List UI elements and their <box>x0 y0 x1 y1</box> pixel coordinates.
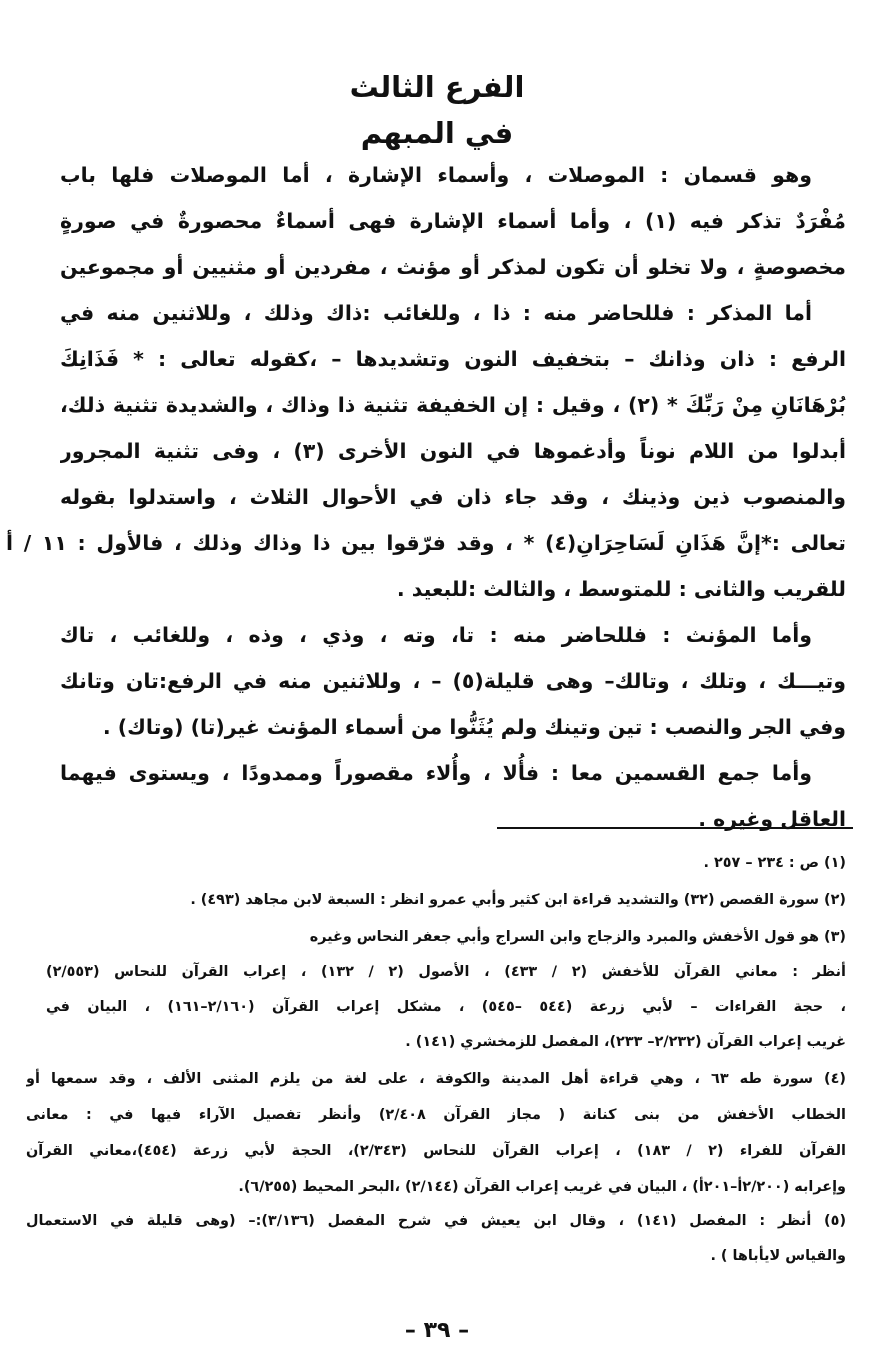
body-line: مُفْرَدٌ تذكر فيه (١) ، وأما أسماء الإشارة فهى أسماءٌ محصورةٌ في صورةٍ <box>60 209 846 233</box>
body-line: وهو قسمان : الموصلات ، وأسماء الإشارة ، أما الموصلات فلها باب <box>60 163 812 187</box>
body-line: العاقل وغيره . <box>698 807 846 831</box>
body-line: وأما جمع القسمين معا : فأُلا ، وأُلاء مقصوراً وممدودًا ، ويستوى فيهما <box>60 761 812 785</box>
footnote-line: والقياس لايأباها ) . <box>710 1248 846 1264</box>
footnote-separator <box>497 827 853 829</box>
body-line: أبدلوا من اللام نوناً وأدغموها في النون الأخرى (٣) ، وفى تثنية المجرور <box>60 439 846 463</box>
footnote-line: (٥) أنظر : المفصل (١٤١) ، وقال ابن يعيش في شرح المفصل (٣/١٣٦):– (وهى قليلة في الاستعمال <box>26 1213 846 1229</box>
footnote-line: (٤) سورة طه ٦٣ ، وهي قراءة أهل المدينة والكوفة ، على لغة من يلزم المثنى الألف ، وقد سمعها أو <box>26 1071 846 1087</box>
footnote-line: القرآن للفراء (٢ / ١٨٣) ، إعراب القرآن للنحاس (٢/٣٤٣)، الحجة لأبي زرعة (٤٥٤)،معاني القرآن <box>26 1143 846 1159</box>
footnote-line: وإعرابه (٢/٢٠٠أ–٢٠١أ) ، البيان في غريب إعراب القرآن (٢/١٤٤) ،البحر المحيط (٦/٢٥٥). <box>238 1179 846 1195</box>
footnote-line: (٣) هو قول الأخفش والمبرد والزجاج وابن السراج وأبي جعفر النحاس وغيره <box>309 929 846 945</box>
footnote-line: الخطاب الأخفش من بنى كنانة ( مجاز القرآن ٢/٤٠٨) وأنظر تفصيل الآراء فيها في : معانى <box>26 1107 846 1123</box>
body-line: للقريب والثانى : للمتوسط ، والثالث :للبعيد . <box>396 577 846 601</box>
body-line: تعالى :*إنَّ هَذَانِ لَسَاحِرَانِ(٤) * ، وقد فرّقوا بين ذا وذاك وذلك ، فالأول : ١١ / أ <box>6 531 846 555</box>
body-line: وتيـــك ، وتلك ، وتالك– وهى قليلة(٥) – ، وللاثنين منه في الرفع:تان وتانك <box>60 669 846 693</box>
footnote-line: (١) ص : ٢٣٤ – ٢٥٧ . <box>703 855 846 871</box>
section-subtitle: في المبهم <box>360 116 514 150</box>
page-number: – ٣٩ – <box>404 1318 470 1343</box>
section-title: الفرع الثالث <box>349 70 525 104</box>
body-line: وأما المؤنث : فللحاضر منه : تا، وته ، وذي ، وذه ، وللغائب ، تاك <box>60 623 812 647</box>
footnote-line: (٢) سورة القصص (٣٢) والتشديد قراءة ابن كثير وأبي عمرو انظر : السبعة لابن مجاهد (٤٩٣) . <box>190 892 846 908</box>
body-line: أما المذكر : فللحاضر منه : ذا ، وللغائب :ذاك وذلك ، وللاثنين منه في <box>60 301 812 325</box>
body-line: مخصوصةٍ ، ولا تخلو أن تكون لمذكر أو مؤنث ، مفردين أو مثنيين أو مجموعين <box>60 255 846 279</box>
body-line: الرفع : ذان وذانك – بتخفيف النون وتشديدها – ،كقوله تعالى : * فَذَانِكَ <box>60 347 846 371</box>
footnote-line: غريب إعراب القرآن (٢/٢٣٢– ٢٣٣)، المفصل للزمخشري (١٤١) . <box>405 1034 846 1050</box>
body-line: والمنصوب ذين وذينك ، وقد جاء ذان في الأحوال الثلاث ، واستدلوا بقوله <box>60 485 846 509</box>
body-line: وفي الجر والنصب : تين وتينك ولم يُثَنُّوا من أسماء المؤنث غير(تا) (وتاك) . <box>102 715 846 739</box>
footnote-line: أنظر : معاني القرآن للأخفش (٢ / ٤٣٣) ، الأصول (٢ / ١٣٢) ، إعراب القرآن للنحاس (٢/٥٥٣) <box>46 964 846 980</box>
body-line: بُرْهَانَانِ مِنْ رَبِّكَ * (٢) ، وقيل : إن الخفيفة تثنية ذا وذاك ، والشديدة تثنية ذلك، <box>60 393 846 417</box>
footnote-line: ، حجة القراءات – لأبي زرعة (٥٤٤ –٥٤٥) ، مشكل إعراب القرآن (٢/١٦٠–١٦١) ، البيان في <box>46 999 846 1015</box>
